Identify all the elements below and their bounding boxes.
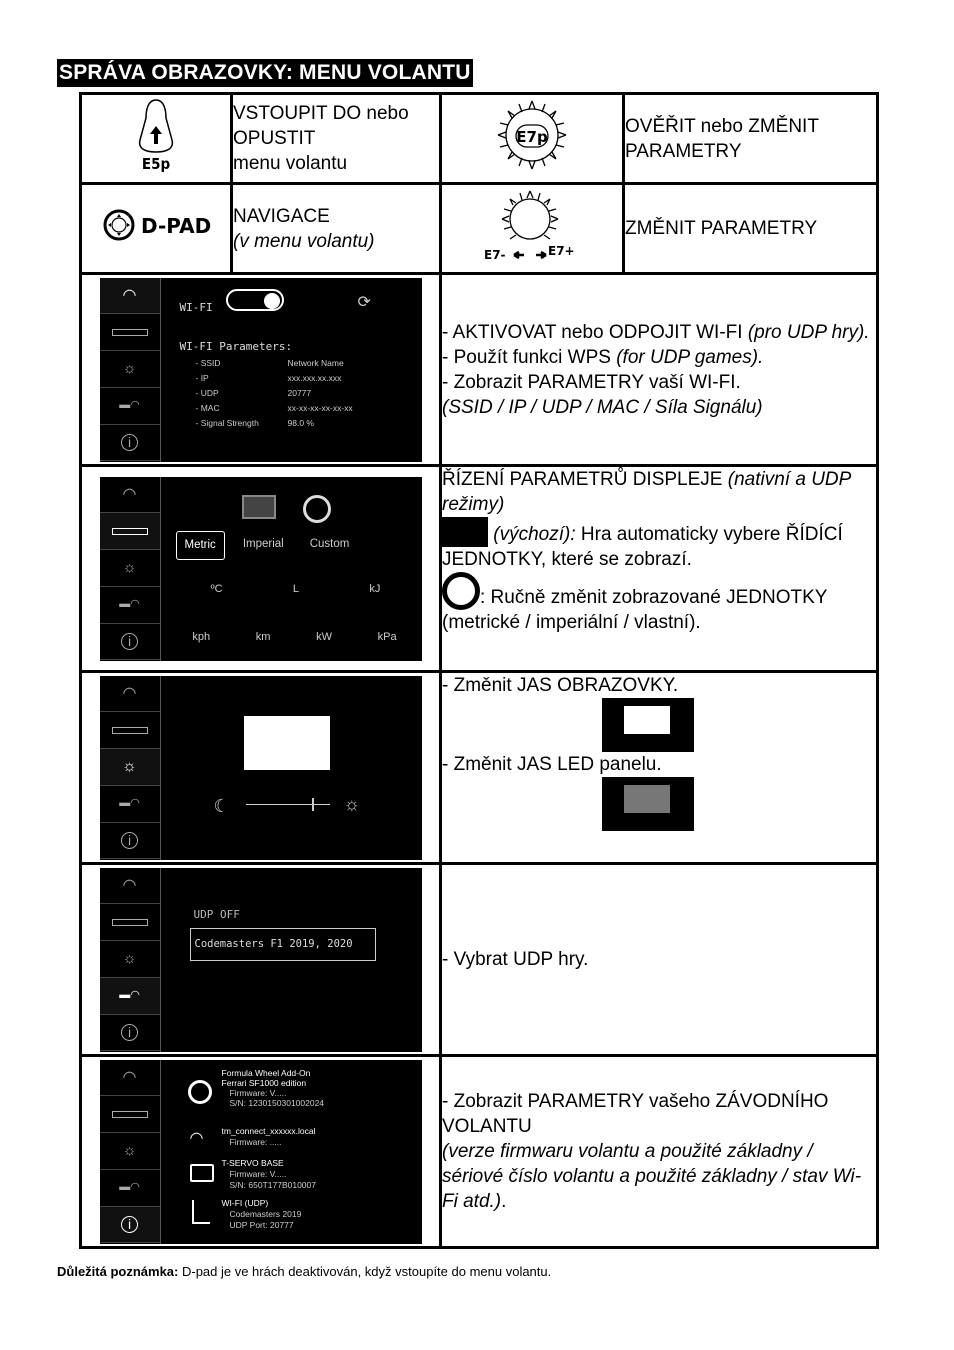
ruler-icon bbox=[112, 329, 148, 336]
udp-desc: - Vybrat UDP hry. bbox=[441, 864, 878, 1056]
sidebar-udp[interactable] bbox=[100, 587, 160, 624]
e7-rotate-icon-cell bbox=[441, 184, 624, 274]
screen-brightness-preview bbox=[602, 698, 694, 752]
sidebar-brightness[interactable] bbox=[100, 1133, 160, 1170]
unit-energy[interactable]: kJ bbox=[369, 582, 381, 595]
brightness-slider[interactable] bbox=[246, 804, 330, 805]
units-screen-cell bbox=[81, 466, 441, 672]
menu-sidebar bbox=[100, 676, 161, 860]
sun-icon: ☼ bbox=[122, 1142, 137, 1160]
sidebar-info[interactable] bbox=[100, 823, 160, 860]
sidebar-units[interactable] bbox=[100, 314, 160, 351]
udp-status: UDP OFF bbox=[193, 907, 240, 921]
svg-text:E5p: E5p bbox=[141, 155, 171, 173]
tab-metric[interactable]: Metric bbox=[176, 531, 225, 560]
led-brightness-preview bbox=[602, 777, 694, 831]
wifi-desc: - AKTIVOVAT nebo ODPOJIT WI-FI (pro UDP hry). - Použít funkci WPS (for UDP games). - Zobrazit PARAMETRY vaší WI-FI. (SSID / IP / UDP / MAC / Síla Signálu) bbox=[441, 274, 878, 466]
wps-icon[interactable]: ⟳ bbox=[357, 293, 371, 311]
steering-wheel-icon[interactable] bbox=[303, 495, 331, 523]
tab-imperial[interactable]: Imperial bbox=[242, 537, 284, 550]
udp-screen-cell bbox=[81, 864, 441, 1056]
sun-icon: ☼ bbox=[122, 950, 137, 968]
steering-wheel-icon bbox=[188, 1080, 212, 1104]
sidebar-units[interactable] bbox=[100, 1096, 160, 1133]
ruler-icon bbox=[112, 727, 148, 734]
info-icon: i bbox=[121, 1216, 138, 1233]
info-screen-cell bbox=[81, 1056, 441, 1248]
car-icon: ▬◠ bbox=[119, 399, 140, 412]
units-desc: ŘÍZENÍ PARAMETRŮ DISPLEJE (nativní a UDP režimy) (výchozí): Hra automaticky vybere ŘÍDÍCÍ JEDNOTKY, které se zobrazí. : Ručně změnit zobrazované JEDNOTKY (metrické / imperiální / vlastní). bbox=[441, 466, 878, 672]
info-screen bbox=[100, 1060, 422, 1244]
unit-tabs bbox=[176, 531, 358, 560]
sidebar-udp[interactable] bbox=[100, 786, 160, 823]
wifi-param-row: - Signal Strength 98.0 % bbox=[195, 417, 314, 428]
car-icon: ▬◠ bbox=[119, 989, 140, 1002]
menu-sidebar bbox=[100, 477, 161, 661]
paddle-e5p-icon bbox=[126, 96, 186, 174]
sidebar-wifi[interactable] bbox=[100, 676, 160, 713]
ruler-icon bbox=[112, 919, 148, 926]
sun-icon: ☼ bbox=[343, 793, 360, 814]
wifi-icon: ◠ bbox=[122, 485, 137, 503]
wifi-screen-cell bbox=[81, 274, 441, 466]
monitor-icon bbox=[442, 517, 488, 547]
dpad-icon bbox=[101, 205, 211, 245]
dpad-icon-cell bbox=[81, 184, 232, 274]
toggle-knob bbox=[264, 293, 280, 309]
wifi-params-title: WI-FI Parameters: bbox=[179, 339, 293, 353]
brightness-screen bbox=[100, 676, 422, 860]
wifi-icon: ◠ bbox=[122, 286, 137, 304]
unit-distance[interactable]: km bbox=[255, 630, 271, 643]
wifi-param-row: - MAC xx-xx-xx-xx-xx-xx bbox=[195, 402, 353, 413]
menu-sidebar bbox=[100, 1060, 161, 1244]
svg-text:D-PAD: D-PAD bbox=[141, 214, 211, 238]
base-info: T-SERVO BASE Firmware: V..... S/N: 650T177B010007 bbox=[221, 1157, 316, 1190]
base-icon bbox=[190, 1164, 214, 1182]
encoder-rotate-icon bbox=[482, 185, 582, 265]
car-icon: ▬◠ bbox=[119, 1181, 140, 1194]
sidebar-wifi[interactable] bbox=[100, 868, 160, 905]
wifi-icon: ◠ bbox=[122, 1068, 137, 1086]
unit-temperature[interactable]: ºC bbox=[210, 582, 223, 595]
wifi-toggle[interactable] bbox=[226, 289, 284, 311]
wifi-params-list bbox=[196, 356, 406, 431]
e5p-desc: VSTOUPIT DO nebo OPUSTIT menu volantu bbox=[232, 94, 441, 184]
sidebar-units[interactable] bbox=[100, 904, 160, 941]
info-icon: i bbox=[121, 1024, 138, 1041]
sidebar-wifi[interactable] bbox=[100, 1060, 160, 1097]
sidebar-brightness[interactable] bbox=[100, 550, 160, 587]
sidebar-info[interactable] bbox=[100, 1207, 160, 1244]
e7p-icon-cell bbox=[441, 94, 624, 184]
controls-table bbox=[79, 92, 879, 1249]
wifi-info: tm_connect_xxxxxx.local Firmware: ..... bbox=[221, 1125, 316, 1147]
sidebar-brightness[interactable] bbox=[100, 749, 160, 786]
sidebar-wifi[interactable] bbox=[100, 278, 160, 315]
page-title: SPRÁVA OBRAZOVKY: MENU VOLANTU bbox=[57, 59, 473, 87]
sidebar-brightness[interactable] bbox=[100, 351, 160, 388]
unit-power[interactable]: kW bbox=[316, 630, 332, 643]
sidebar-wifi[interactable] bbox=[100, 477, 160, 514]
svg-text:E7p: E7p bbox=[516, 128, 548, 146]
sidebar-info[interactable] bbox=[100, 1015, 160, 1052]
info-icon: i bbox=[121, 434, 138, 451]
info-desc: - Zobrazit PARAMETRY vašeho ZÁVODNÍHO VOLANTU (verze firmwaru volantu a použité základny / sériové číslo volantu a použité základny / stav Wi-Fi atd.). bbox=[441, 1056, 878, 1248]
units-row-2 bbox=[170, 625, 420, 650]
e7p-desc: OVĚŘIT nebo ZMĚNIT PARAMETRY bbox=[624, 94, 878, 184]
slider-handle[interactable] bbox=[312, 798, 314, 811]
sun-icon: ☼ bbox=[122, 360, 137, 378]
unit-volume[interactable]: L bbox=[292, 582, 300, 595]
info-icon: i bbox=[121, 633, 138, 650]
unit-speed[interactable]: kph bbox=[192, 630, 211, 643]
brightness-desc: - Změnit JAS OBRAZOVKY. - Změnit JAS LED panelu. bbox=[441, 672, 878, 864]
sun-icon: ☼ bbox=[122, 758, 137, 776]
sidebar-udp[interactable] bbox=[100, 978, 160, 1015]
menu-sidebar bbox=[100, 868, 161, 1052]
wifi-icon: ◠ bbox=[189, 1129, 204, 1147]
units-screen bbox=[100, 477, 422, 661]
dpad-desc: NAVIGACE (v menu volantu) bbox=[232, 184, 441, 274]
unit-pressure[interactable]: kPa bbox=[377, 630, 397, 643]
brightness-screen-cell bbox=[81, 672, 441, 864]
info-icon: i bbox=[121, 832, 138, 849]
wifi-param-row: - IP xxx.xxx.xx.xxx bbox=[195, 372, 342, 383]
sidebar-info[interactable] bbox=[100, 425, 160, 462]
wifi-icon: ◠ bbox=[122, 876, 137, 894]
menu-sidebar bbox=[100, 278, 161, 462]
sidebar-brightness[interactable] bbox=[100, 941, 160, 978]
sidebar-units[interactable] bbox=[100, 513, 160, 550]
udp-link-icon bbox=[192, 1200, 210, 1224]
sun-icon: ☼ bbox=[122, 559, 137, 577]
svg-text:E7+: E7+ bbox=[548, 244, 575, 258]
wifi-icon: ◠ bbox=[122, 684, 137, 702]
sidebar-units[interactable] bbox=[100, 712, 160, 749]
wifi-param-row: - UDP 20777 bbox=[195, 387, 312, 398]
wheel-info: Formula Wheel Add-On Ferrari SF1000 edition Firmware: V..... S/N: 1230150301002024 bbox=[221, 1067, 325, 1108]
steering-wheel-icon bbox=[442, 572, 480, 610]
sidebar-info[interactable] bbox=[100, 624, 160, 661]
sidebar-udp[interactable] bbox=[100, 388, 160, 425]
wifi-screen bbox=[100, 278, 422, 462]
encoder-e7p-icon bbox=[487, 95, 577, 175]
tab-custom[interactable]: Custom bbox=[309, 537, 350, 550]
udp-game-select[interactable]: Codemasters F1 2019, 2020 bbox=[190, 928, 376, 961]
sidebar-udp[interactable] bbox=[100, 1170, 160, 1207]
screen-preview-icon bbox=[244, 716, 330, 770]
moon-icon: ☾ bbox=[213, 795, 230, 816]
svg-text:E7-: E7- bbox=[484, 248, 506, 262]
monitor-icon[interactable] bbox=[242, 495, 276, 519]
car-icon: ▬◠ bbox=[119, 598, 140, 611]
wifi-label: WI-FI bbox=[179, 300, 213, 314]
car-icon: ▬◠ bbox=[119, 797, 140, 810]
e5p-icon-cell bbox=[81, 94, 232, 184]
important-note: Důležitá poznámka: D-pad je ve hrách deaktivován, když vstoupíte do menu volantu. bbox=[57, 1264, 552, 1279]
wifi-param-row: - SSID Network Name bbox=[195, 357, 344, 368]
ruler-icon bbox=[112, 1111, 148, 1118]
udp-screen bbox=[100, 868, 422, 1052]
units-row-1 bbox=[176, 577, 416, 602]
udp-info: WI-FI (UDP) Codemasters 2019 UDP Port: 20777 bbox=[221, 1197, 302, 1230]
e7-rotate-desc: ZMĚNIT PARAMETRY bbox=[624, 184, 878, 274]
ruler-icon bbox=[112, 528, 148, 535]
